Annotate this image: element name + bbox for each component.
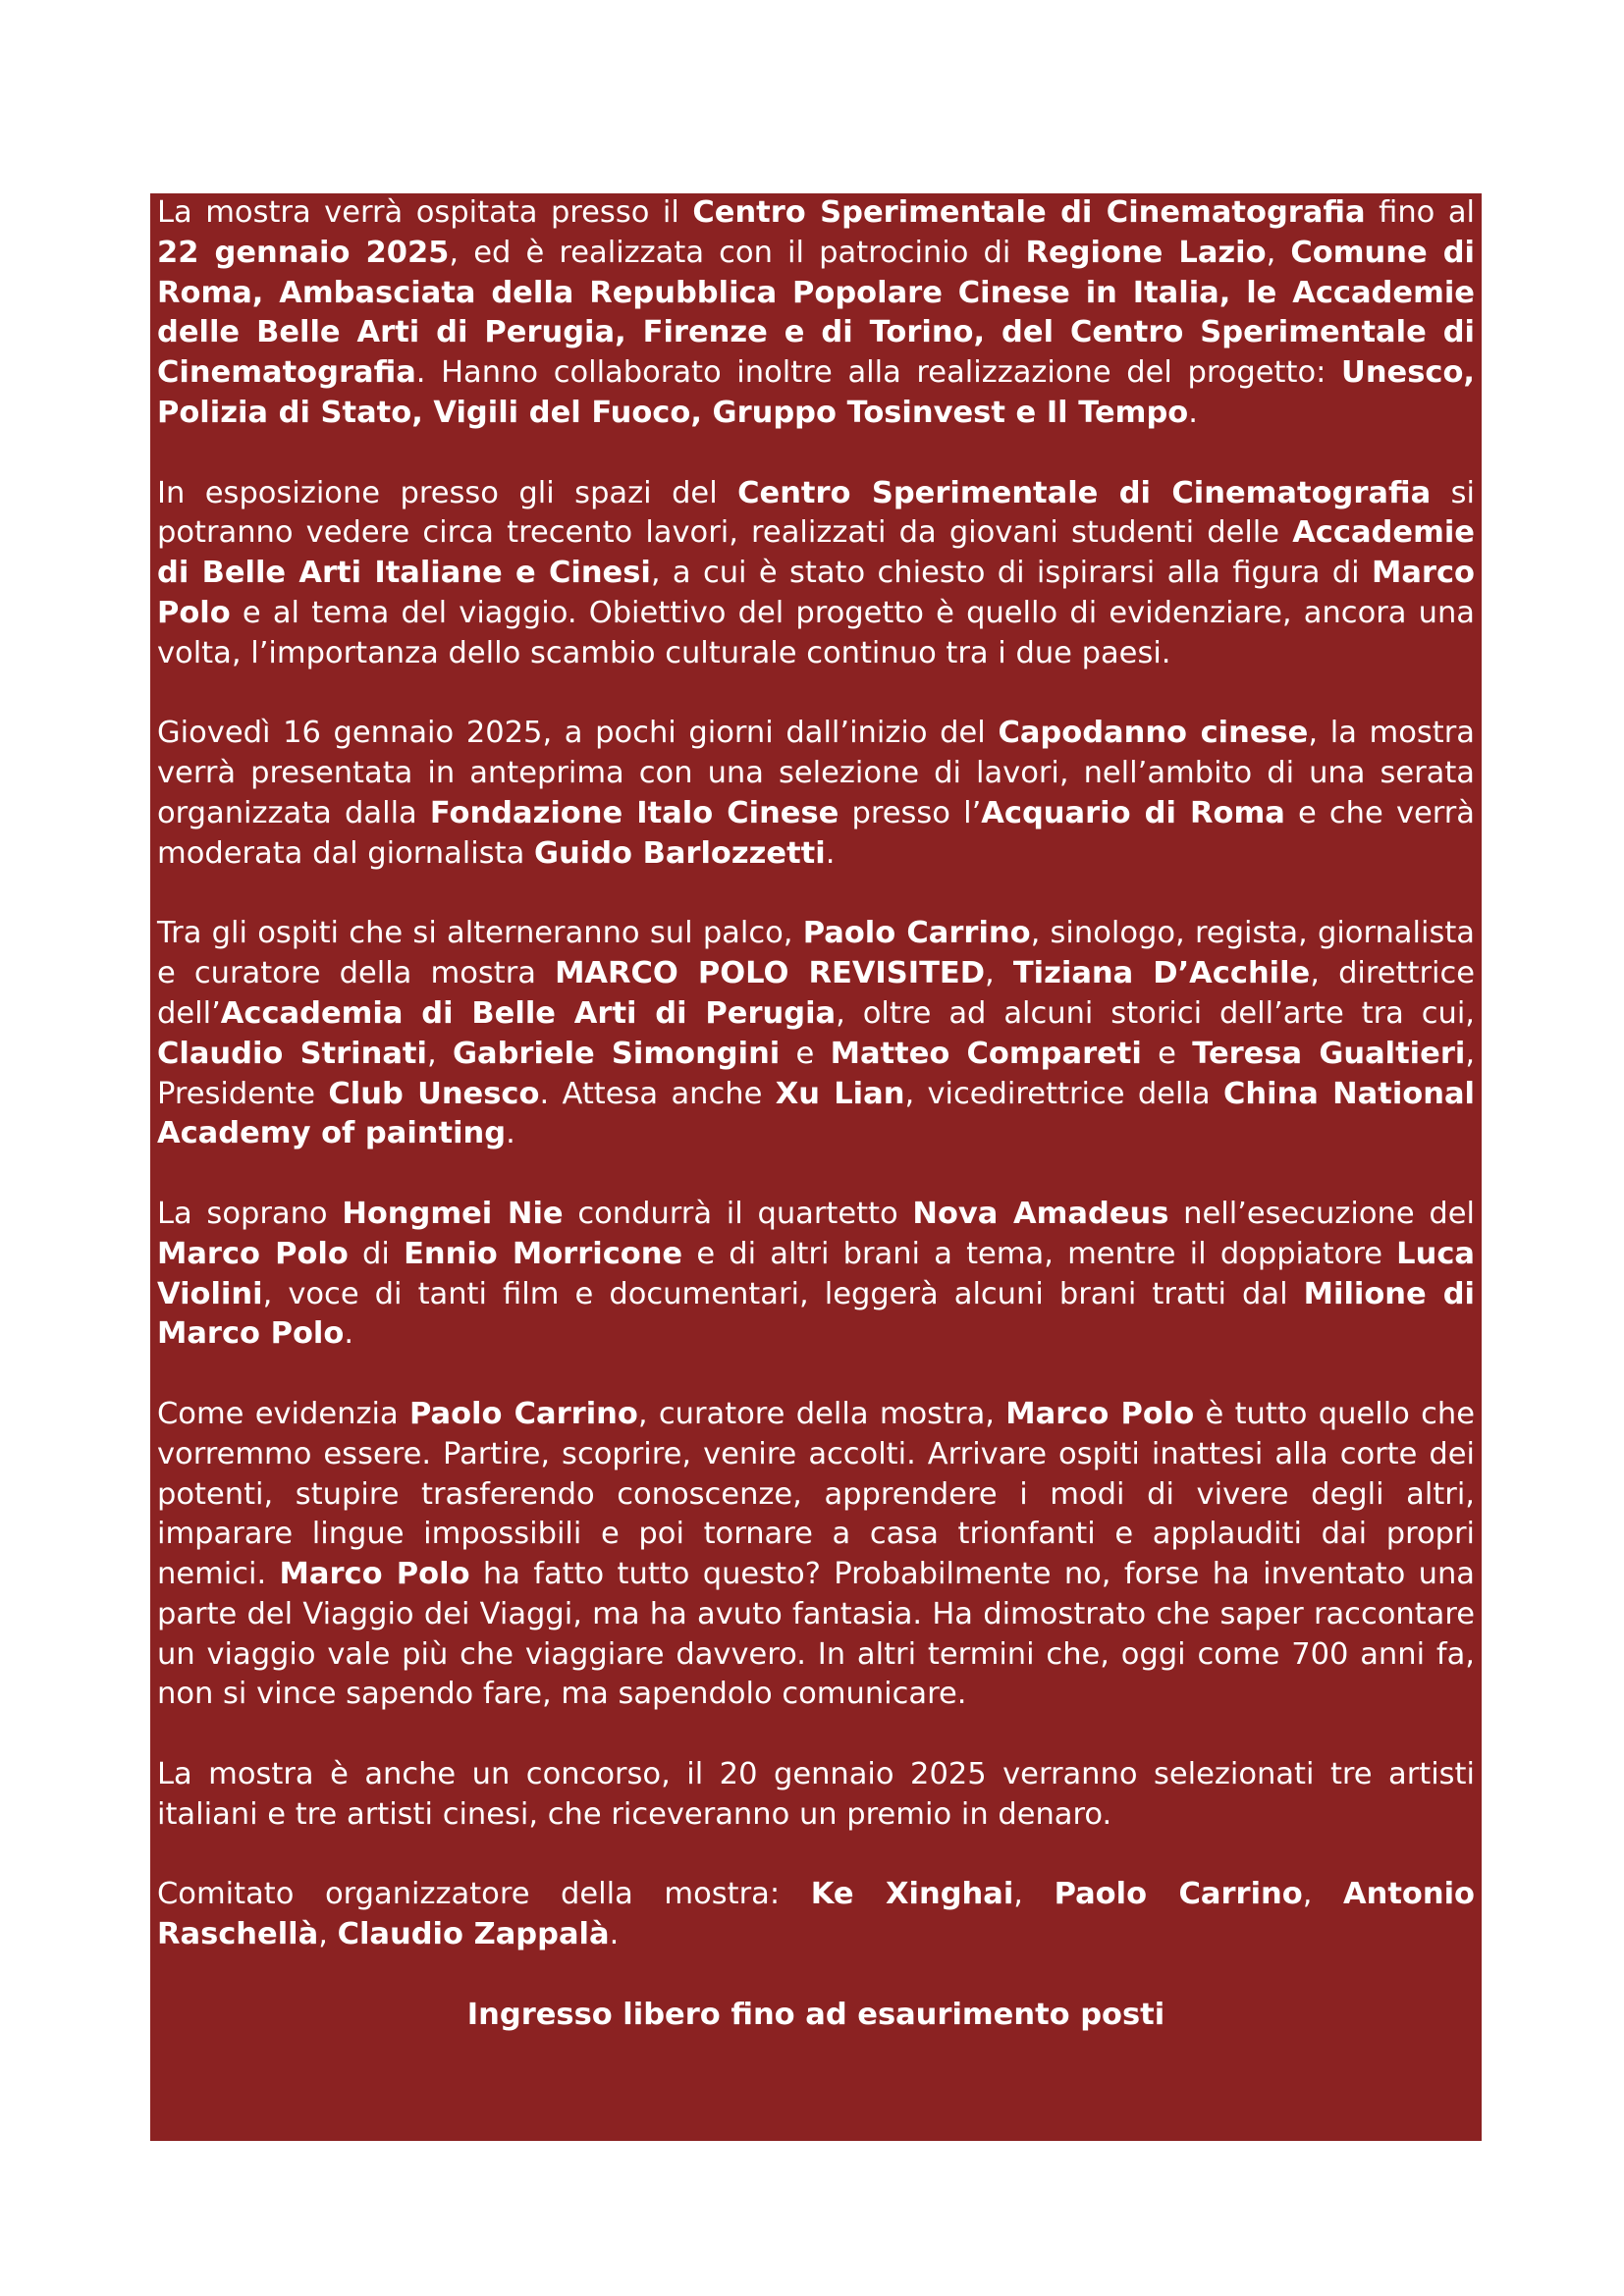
bold-text-run: Xu Lian (775, 1076, 905, 1111)
bold-text-run: Hongmei Nie (342, 1196, 564, 1231)
text-run: e che verrà moderata dal giornalista (157, 795, 1475, 871)
text-run: , direttrice dell’ (157, 956, 1476, 1031)
bold-text-run: Centro Sperimentale di Cinematografia (692, 195, 1366, 230)
bold-text-run: Paolo Carrino (408, 1396, 638, 1431)
bold-text-run: Acquario di Roma (981, 795, 1285, 830)
text-run: La mostra verrà ospitata presso il (157, 195, 693, 230)
text-run: In esposizione presso gli spazi del (157, 475, 738, 510)
text-run: Tra gli ospiti che si alterneranno sul palco, (157, 916, 803, 951)
bold-text-run: Tiziana D’Acchile (1012, 956, 1311, 991)
text-run: e (1141, 1036, 1193, 1071)
paragraph-p8 (157, 1875, 1475, 1955)
text-run: La mostra è anche un concorso, il 20 gennaio 2025 verranno selezionati tre artisti italiani e tre artisti cinesi, che riceveranno un premio in denaro. (157, 1757, 1475, 1832)
bold-text-run: Ke Xinghai (810, 1877, 1014, 1912)
text-run: , (1013, 1877, 1055, 1912)
text-run: , (985, 956, 1013, 991)
text-run: . Hanno collaborato inoltre alla realizzazione del progetto: (415, 355, 1342, 391)
bold-text-run: Club Unesco (328, 1076, 540, 1111)
text-run: . (825, 835, 836, 871)
text-run: e al tema del viaggio. Obiettivo del progetto è quello di evidenziare, ancora una volta, l’importanza dello scambio culturale continuo tra i due paesi. (157, 595, 1475, 670)
bold-text-run: Marco Polo (157, 556, 1475, 630)
paragraph-p7 (157, 1755, 1475, 1836)
text-run: è tutto quello che vorremmo essere. Partire, scoprire, venire accolti. Arrivare ospiti inattesi alla corte dei potenti, stupire trasferendo conoscenze, apprendere i modi di vivere degli altri, imparare lingue impossibili e poi tornare a casa trionfanti e applauditi dai propri nemici. (157, 1396, 1475, 1592)
text-run: . (506, 1116, 515, 1151)
bold-text-run: Accademia di Belle Arti di Perugia (220, 995, 837, 1031)
bold-text-run: China National Academy of painting (157, 1076, 1475, 1151)
bold-text-run: Unesco, Polizia di Stato, Vigili del Fuoco, Gruppo Tosinvest e Il Tempo (157, 355, 1475, 430)
text-run: , voce di tanti film e documentari, leggerà alcuni brani tratti dal (262, 1276, 1304, 1311)
article-panel (150, 193, 1482, 2141)
bold-text-run: Guido Barlozzetti (534, 835, 826, 871)
bold-text-run: MARCO POLO REVISITED (555, 956, 986, 991)
text-run: , (426, 1036, 453, 1071)
bold-text-run: Fondazione Italo Cinese (429, 795, 839, 830)
bold-text-run: Teresa Gualtieri (1192, 1036, 1466, 1071)
bold-text-run: Nova Amadeus (912, 1196, 1169, 1231)
text-run: . (1188, 395, 1198, 430)
text-run: Giovedì 16 gennaio 2025, a pochi giorni dall’inizio del (157, 716, 999, 751)
text-run: , la mostra verrà presentata in anteprima con una selezione di lavori, nell’ambito di una serata organizzata dalla (157, 716, 1475, 830)
text-run: e (780, 1036, 831, 1071)
bold-text-run: Paolo Carrino (1054, 1877, 1303, 1912)
bold-text-run: Regione Lazio (1025, 235, 1267, 270)
paragraph-p1 (157, 193, 1475, 434)
text-run: , curatore della mostra, (637, 1396, 1006, 1431)
bold-text-run: Luca Violini (157, 1236, 1475, 1311)
text-run: La soprano (157, 1196, 343, 1231)
paragraph-p5 (157, 1195, 1475, 1355)
text-run: si potranno vedere circa trecento lavori, realizzati da giovani studenti delle (157, 475, 1476, 551)
bold-text-run: Marco Polo (1005, 1396, 1195, 1431)
text-run: e di altri brani a tema, mentre il doppiatore (682, 1236, 1397, 1271)
paragraph-p6 (157, 1395, 1475, 1715)
text-run: . Attesa anche (539, 1076, 776, 1111)
text-run: Comitato organizzatore della mostra: (157, 1877, 811, 1912)
paragraph-list (157, 193, 1475, 1955)
bold-text-run: Marco Polo (157, 1236, 349, 1271)
bold-text-run: Milione di Marco Polo (157, 1276, 1475, 1352)
text-run: condurrà il quartetto (563, 1196, 913, 1231)
text-run: ha fatto tutto questo? Probabilmente no, forse ha inventato una parte del Viaggio dei Viaggi, ma ha avuto fantasia. Ha dimostrato che saper raccontare un viaggio vale più che viaggiare davvero. In altri termini che, oggi come 700 anni fa, non si vince sapendo fare, ma sapendolo comunicare. (157, 1557, 1475, 1712)
text-run: , oltre ad alcuni storici dell’arte tra cui, (836, 995, 1475, 1031)
text-run: fino al (1365, 195, 1475, 230)
text-run: di (348, 1236, 405, 1271)
bold-text-run: Comune di Roma, Ambasciata della Repubblica Popolare Cinese in Italia, le Accademie delle Belle Arti di Perugia, Firenze e di Torino, del Centro Sperimentale di Cinematografia (157, 235, 1476, 391)
bold-text-run: Claudio Zappalà (337, 1917, 610, 1952)
bold-text-run: Accademie di Belle Arti Italiane e Cinesi (157, 515, 1475, 591)
bold-text-run: Ennio Morricone (404, 1236, 683, 1271)
text-run: . (609, 1917, 620, 1952)
text-run: , Presidente (157, 1036, 1476, 1111)
text-run: Come evidenzia (157, 1396, 409, 1431)
bold-text-run: Claudio Strinati (157, 1036, 427, 1071)
text-run: , (1302, 1877, 1343, 1912)
text-run: , a cui è stato chiesto di ispirarsi alla figura di (650, 556, 1372, 591)
bold-text-run: Matteo Compareti (830, 1036, 1142, 1071)
bold-text-run: Antonio Raschellà (157, 1877, 1475, 1952)
text-run: presso l’ (839, 795, 982, 830)
paragraph-p2 (157, 474, 1475, 674)
text-run: , vicedirettrice della (904, 1076, 1223, 1111)
bold-text-run: Marco Polo (279, 1557, 470, 1592)
bold-text-run: Paolo Carrino (802, 916, 1031, 951)
text-run: , (1266, 235, 1291, 270)
text-run: , sinologo, regista, giornalista e curatore della mostra (157, 916, 1475, 991)
text-run: nell’esecuzione del (1168, 1196, 1475, 1231)
bold-text-run: Centro Sperimentale di Cinematografia (737, 475, 1432, 510)
text-run: , (318, 1917, 338, 1952)
text-run: . (344, 1316, 354, 1352)
bold-text-run: Gabriele Simongini (452, 1036, 781, 1071)
paragraph-p3 (157, 714, 1475, 874)
bold-text-run: 22 gennaio 2025 (157, 235, 450, 270)
paragraph-p4 (157, 914, 1475, 1154)
closing-line: Ingresso libero fino ad esaurimento posti (466, 1997, 1165, 2032)
text-run: , ed è realizzata con il patrocinio di (449, 235, 1026, 270)
bold-text-run: Capodanno cinese (998, 716, 1309, 751)
